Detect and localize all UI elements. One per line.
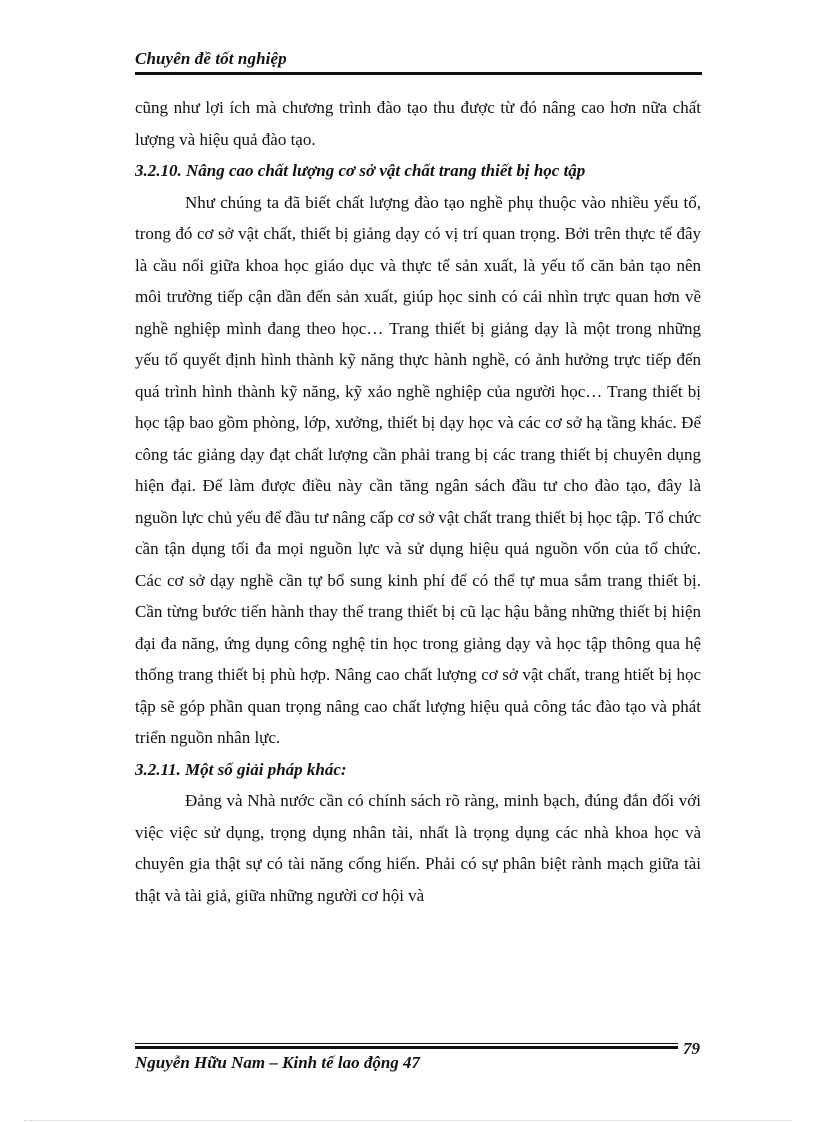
paragraph-other-solutions: Đảng và Nhà nước cần có chính sách rõ ràng, minh bạch, đúng đắn đối với việc việc sử dụng, trọng dụng nhân tài, nhất là trọng dụng các nhà khoa học và chuyên gia thật sự có tài năng cống hiến. Phải có sự phân biệt rành mạch giữa tài thật và tài giả, giữa những người cơ hội và — [135, 791, 701, 905]
header-rule — [135, 72, 702, 75]
footer-row — [135, 1039, 702, 1075]
page-body — [135, 92, 701, 911]
section-heading-3-2-10: 3.2.10. Nâng cao chất lượng cơ sở vật chất trang thiết bị học tập — [135, 161, 586, 180]
page-footer — [135, 1039, 702, 1075]
footer-rule-thin — [135, 1043, 678, 1044]
page-number: 79 — [683, 1039, 700, 1058]
paragraph-facilities: Như chúng ta đã biết chất lượng đào tạo nghề phụ thuộc vào nhiều yếu tố, trong đó cơ sở vật chất, thiết bị giảng dạy có vị trí quan trọng. Bởi trên thực tế đây là cầu nối giữa khoa học giáo dục và thực tế sản xuất, là yếu tố căn bản tạo nên môi trường tiếp cận dần đến sản xuất, giúp học sinh có cái nhìn trực quan hơn về nghề nghiệp mình đang theo học… Trang thiết bị giảng dạy là một trong những yếu tố quyết định hình thành kỹ năng thực hành nghề, có ảnh hưởng trực tiếp đến quá trình hình thành kỹ năng, kỹ xảo nghề nghiệp của người học… Trang thiết bị học tập bao gồm phòng, lớp, xưởng, thiết bị dạy học và các cơ sở hạ tầng khác. Để công tác giảng dạy đạt chất lượng cần phải trang bị các trang thiết bị chuyên dụng hiện đại. Để làm được điều này cần tăng ngân sách đầu tư cho đào tạo, đây là nguồn lực chủ yếu để đầu tư nâng cấp cơ sở vật chất trang thiết bị học tập. Tổ chức cần tận dụng tối đa mọi nguồn lực và sử dụng hiệu quả nguồn vốn của tổ chức. Các cơ sở dạy nghề cần tự bổ sung kinh phí để có thể tự mua sắm trang thiết bị. Cần từng bước tiến hành thay thế trang thiết bị cũ lạc hậu bằng những thiết bị hiện đại đa năng, ứng dụng công nghệ tin học trong giảng dạy và học tập thông qua hệ thống trang thiết bị phù hợp. Nâng cao chất lượng cơ sở vật chất, trang htiết bị học tập sẽ góp phần quan trọng nâng cao chất lượng hiệu quả công tác đào tạo và phát triển nguồn nhân lực. — [135, 192, 701, 747]
section-heading-3-2-11: 3.2.11. Một số giải pháp khác: — [135, 759, 347, 779]
header-title: Chuyên đề tốt nghiệp — [135, 49, 287, 68]
paragraph-continuation: cũng như lợi ích mà chương trình đào tạo thu được từ đó nâng cao hơn nữa chất lượng và hiệu quả đào tạo. — [135, 98, 701, 149]
page-edge-divider — [24, 1120, 792, 1121]
page-header — [135, 48, 702, 75]
footer-author: Nguyễn Hữu Nam – Kinh tế lao động 47 — [135, 1053, 421, 1072]
